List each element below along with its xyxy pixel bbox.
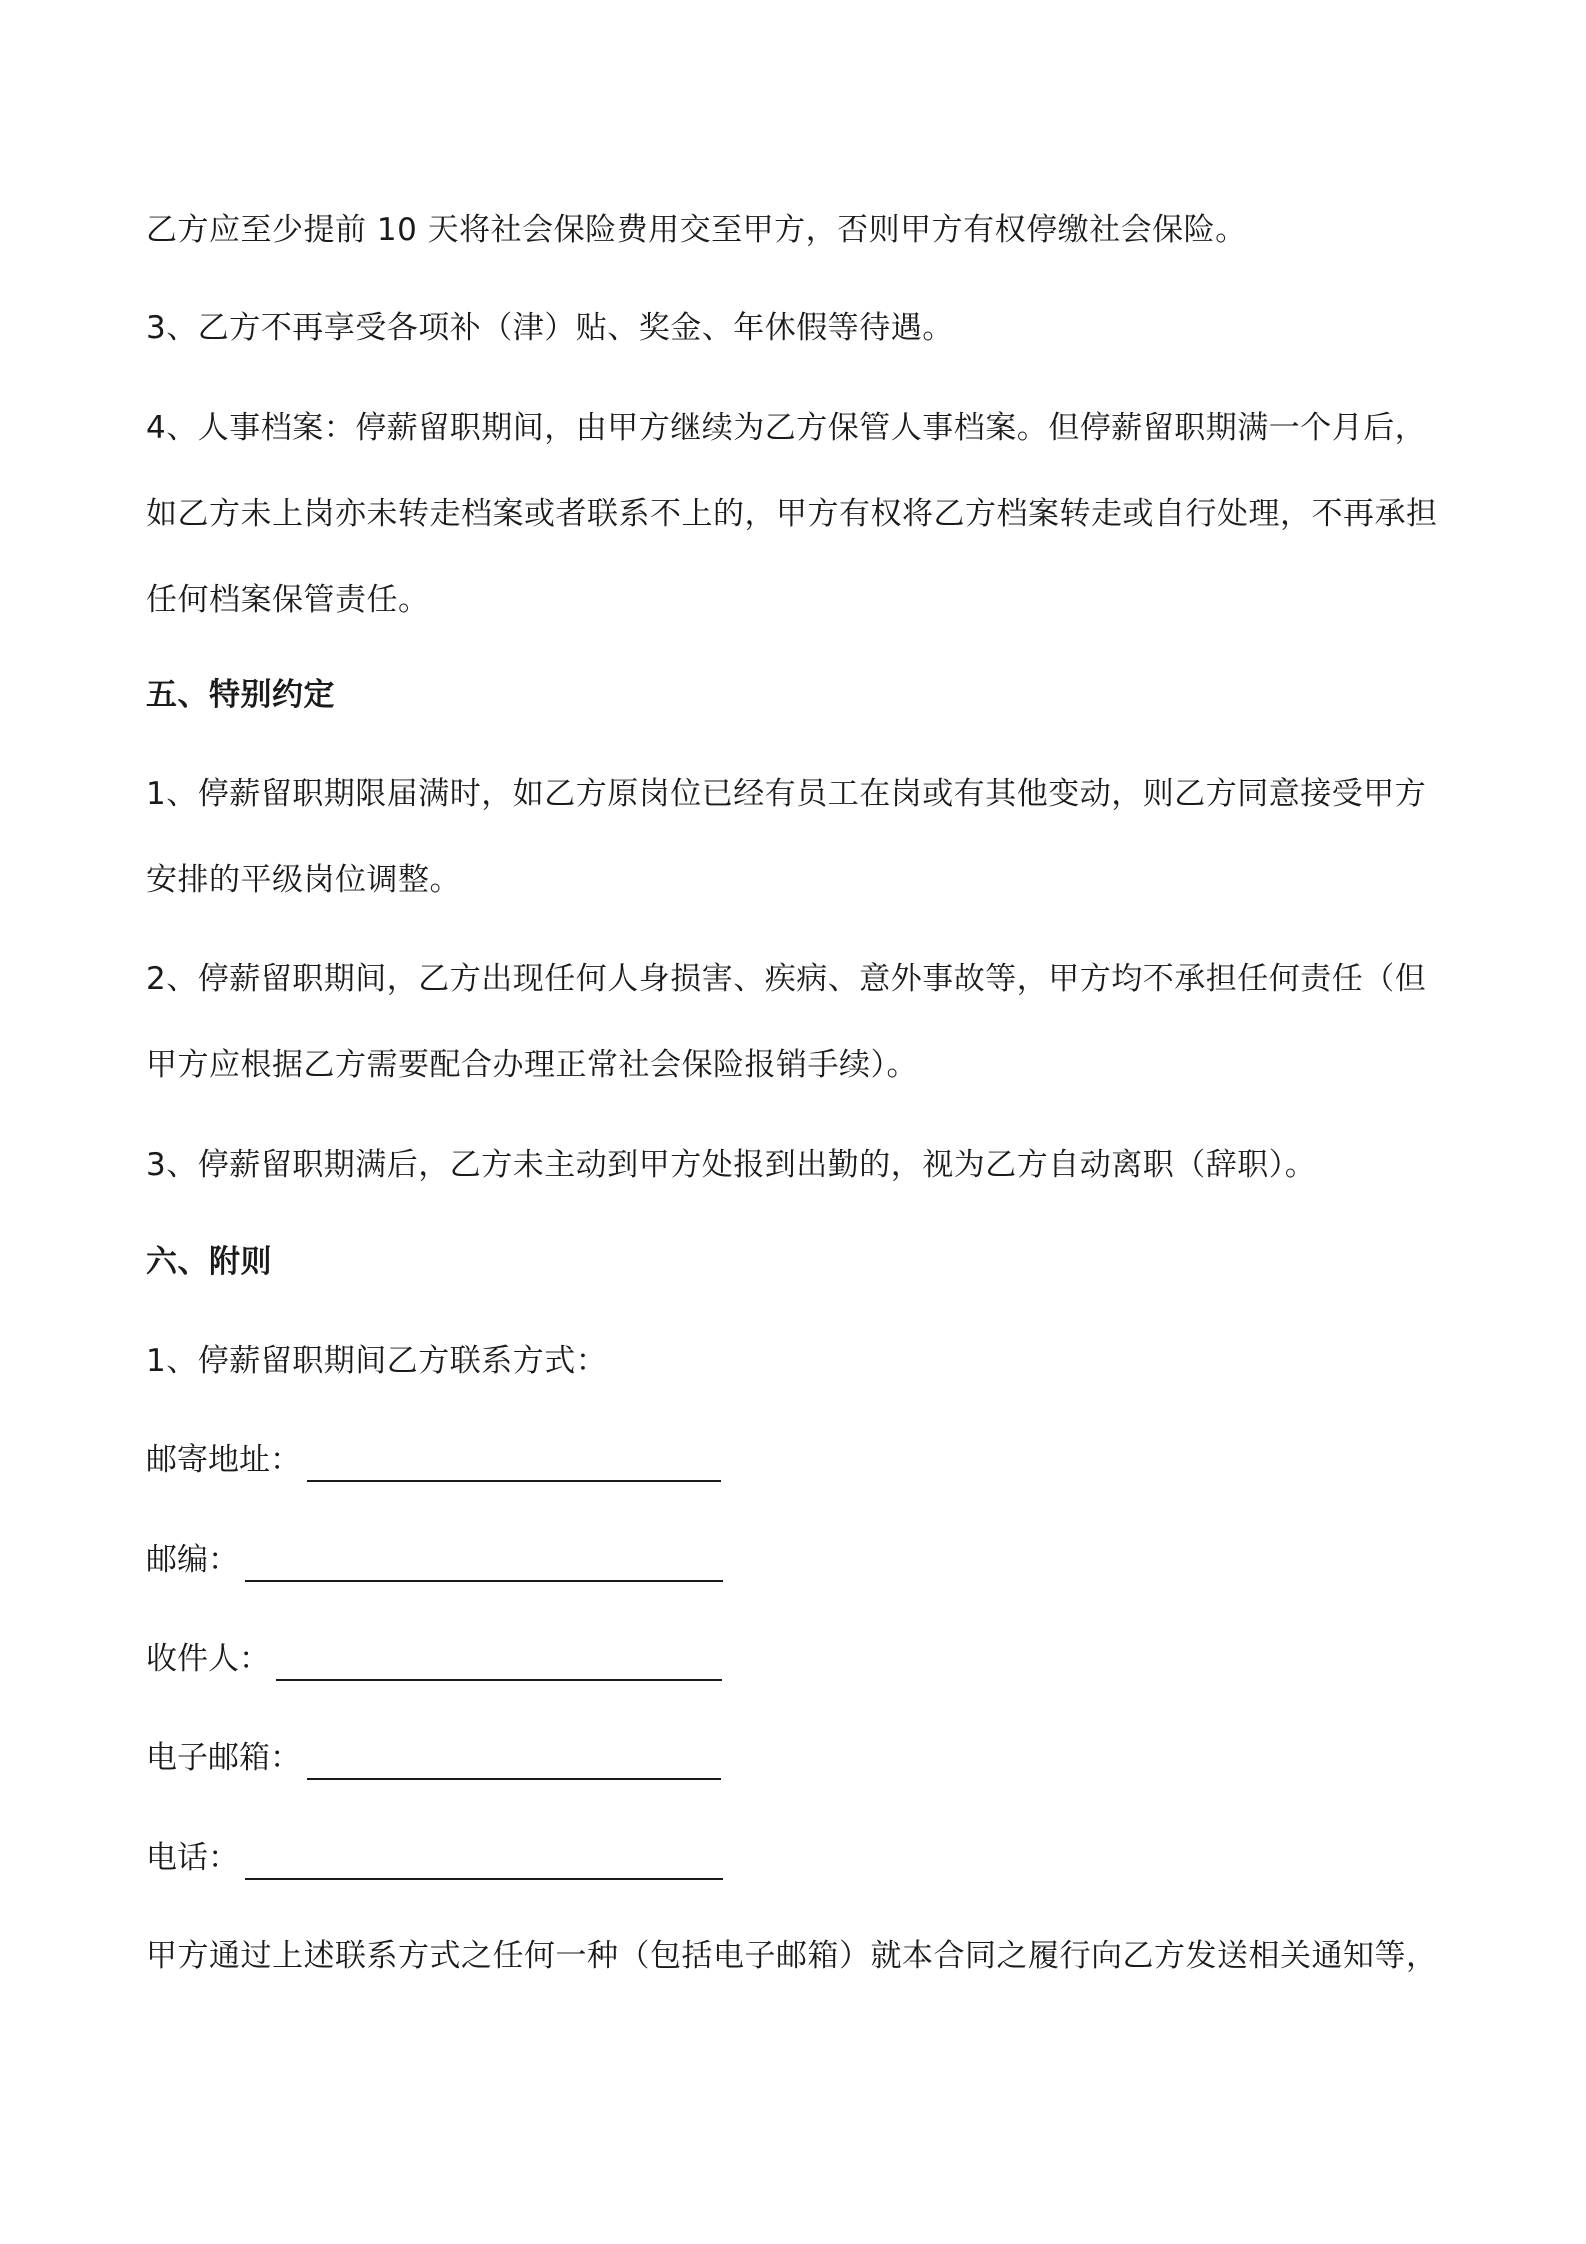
paragraph-line: 乙方应至少提前 10 天将社会保险费用交至甲方，否则甲方有权停缴社会保险。 bbox=[146, 212, 1247, 248]
form-field-postal-code bbox=[146, 1538, 723, 1582]
paragraph-line: 如乙方未上岗亦未转走档案或者联系不上的，甲方有权将乙方档案转走或自行处理，不再承担 bbox=[146, 496, 1438, 532]
paragraph-line: 3、停薪留职期满后，乙方未主动到甲方处报到出勤的，视为乙方自动离职（辞职）。 bbox=[146, 1147, 1317, 1183]
mailing-address-blank[interactable] bbox=[307, 1440, 721, 1482]
field-label: 电子邮箱： bbox=[146, 1740, 301, 1776]
paragraph-line: 甲方通过上述联系方式之任何一种（包括电子邮箱）就本合同之履行向乙方发送相关通知等， bbox=[146, 1938, 1438, 1974]
paragraph-line: 3、乙方不再享受各项补（津）贴、奖金、年休假等待遇。 bbox=[146, 310, 954, 346]
form-field-email bbox=[146, 1736, 721, 1780]
form-field-phone bbox=[146, 1836, 723, 1880]
section-heading: 六、附则 bbox=[146, 1244, 272, 1280]
form-field-recipient bbox=[146, 1637, 722, 1681]
field-label: 邮编： bbox=[146, 1542, 239, 1578]
field-label: 邮寄地址： bbox=[146, 1442, 301, 1478]
postal-code-blank[interactable] bbox=[245, 1540, 723, 1582]
paragraph-line: 2、停薪留职期间，乙方出现任何人身损害、疾病、意外事故等，甲方均不承担任何责任（但 bbox=[146, 961, 1427, 997]
field-label: 收件人： bbox=[146, 1641, 270, 1677]
paragraph-line: 任何档案保管责任。 bbox=[146, 582, 430, 618]
paragraph-line: 1、停薪留职期限届满时，如乙方原岗位已经有员工在岗或有其他变动，则乙方同意接受甲方 bbox=[146, 776, 1427, 812]
paragraph-line: 安排的平级岗位调整。 bbox=[146, 862, 461, 898]
phone-blank[interactable] bbox=[245, 1838, 723, 1880]
recipient-blank[interactable] bbox=[276, 1639, 722, 1681]
email-blank[interactable] bbox=[307, 1738, 721, 1780]
form-field-mailing-address bbox=[146, 1438, 721, 1482]
field-label: 电话： bbox=[146, 1840, 239, 1876]
paragraph-line: 4、人事档案：停薪留职期间，由甲方继续为乙方保管人事档案。但停薪留职期满一个月后， bbox=[146, 410, 1427, 446]
section-heading: 五、特别约定 bbox=[146, 677, 335, 713]
paragraph-line: 1、停薪留职期间乙方联系方式： bbox=[146, 1343, 608, 1379]
paragraph-line: 甲方应根据乙方需要配合办理正常社会保险报销手续）。 bbox=[146, 1047, 918, 1083]
